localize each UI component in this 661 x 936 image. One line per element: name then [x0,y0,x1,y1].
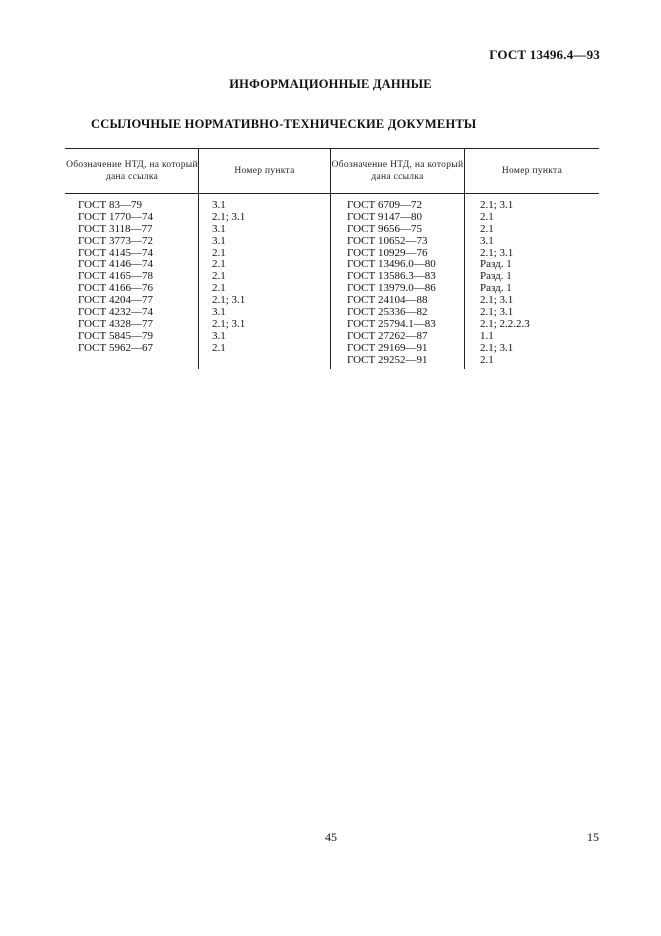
page-number-right: 15 [587,830,599,844]
table-row-doc: ГОСТ 25336—82 [347,306,428,319]
table-row-doc: ГОСТ 24104—88 [347,294,428,307]
table-row-clause: 2.1 [480,222,494,235]
table-row-clause: 1.1 [480,329,494,342]
table-row-clause: 2.1; 3.1 [212,294,246,307]
table-row-doc: ГОСТ 10652—73 [347,234,428,247]
table-row-clause: 3.1 [212,306,226,319]
table-row-doc: ГОСТ 10929—76 [347,246,428,259]
table-row-clause: 3.1 [212,234,226,247]
table-row-clause: 3.1 [212,199,226,211]
table-row-doc: ГОСТ 27262—87 [347,329,428,342]
left-doc-column [78,200,153,355]
table-row-doc: ГОСТ 4145—74 [78,246,153,259]
table-row-clause: 2.1; 3.1 [480,306,514,319]
table-row-doc: ГОСТ 13496.0—80 [347,258,436,271]
header-designation-right: Обозначение НТД, на который дана ссылка [331,160,464,182]
table-row-doc: ГОСТ 3118—77 [78,222,153,235]
table-row-clause: Разд. 1 [480,282,512,295]
table-row-doc: ГОСТ 13979.0—86 [347,282,436,295]
page-number-center: 45 [325,830,337,844]
table-row-doc: ГОСТ 29169—91 [347,341,428,354]
table-row-doc: ГОСТ 4328—77 [78,317,153,330]
table-row-doc: ГОСТ 6709—72 [347,199,422,211]
right-doc-column [347,200,436,366]
table-row-doc: ГОСТ 3773—72 [78,234,153,247]
table-row-clause: 2.1; 3.1 [212,210,246,223]
table-row-clause: 2.1 [480,353,494,366]
table-row-doc: ГОСТ 9147—80 [347,210,422,223]
table-row-doc: ГОСТ 25794.1—83 [347,317,436,330]
table-row-doc: ГОСТ 4232—74 [78,306,153,319]
table-row-clause: 2.1 [212,341,226,354]
table-row-clause: 2.1; 3.1 [480,294,514,307]
table-header-rule [65,193,599,194]
table-row-doc: ГОСТ 29252—91 [347,353,428,366]
table-row-clause: 2.1 [212,282,226,295]
table-row-clause: 2.1 [212,270,226,283]
table-top-rule [65,148,599,149]
table-row-clause: 3.1 [212,329,226,342]
table-row-doc: ГОСТ 13586.3—83 [347,270,436,283]
section-title: ИНФОРМАЦИОННЫЕ ДАННЫЕ [229,77,432,91]
table-row-clause: 2.1; 3.1 [212,317,246,330]
table-row-clause: 3.1 [480,234,494,247]
table-row-clause: 2.1 [212,246,226,259]
table-row-clause: 2.1 [212,258,226,271]
table-row-clause: 2.1 [480,210,494,223]
table-row-clause: 3.1 [212,222,226,235]
table-row-clause: Разд. 1 [480,258,512,271]
document-id: ГОСТ 13496.4—93 [489,47,600,62]
header-designation-left: Обозначение НТД, на который дана ссылка [66,160,198,182]
header-clause-left: Номер пункта [234,166,295,176]
table-row-doc: ГОСТ 4146—74 [78,258,153,271]
left-clause-column [212,200,245,355]
header-clause-right: Номер пункта [501,166,563,176]
table-row-clause: 2.1; 3.1 [480,341,514,354]
table-row-doc: ГОСТ 4204—77 [78,294,153,307]
right-clause-column [480,200,530,366]
table-row-doc: ГОСТ 1770—74 [78,210,153,223]
column-divider-1 [198,148,199,369]
table-row-doc: ГОСТ 83—79 [78,199,142,211]
table-row-doc: ГОСТ 5845—79 [78,329,153,342]
table-row-doc: ГОСТ 5962—67 [78,341,153,354]
table-row-clause: Разд. 1 [480,270,512,283]
table-row-doc: ГОСТ 4166—76 [78,282,153,295]
subsection-title: ССЫЛОЧНЫЕ НОРМАТИВНО-ТЕХНИЧЕСКИЕ ДОКУМЕНТЫ [91,117,477,131]
table-row-clause: 2.1; 2.2.2.3 [480,317,530,330]
table-row-doc: ГОСТ 9656—75 [347,222,422,235]
column-divider-3 [464,148,465,369]
table-row-clause: 2.1; 3.1 [480,246,514,259]
table-row-doc: ГОСТ 4165—78 [78,270,153,283]
table-row-clause: 2.1; 3.1 [480,199,514,211]
